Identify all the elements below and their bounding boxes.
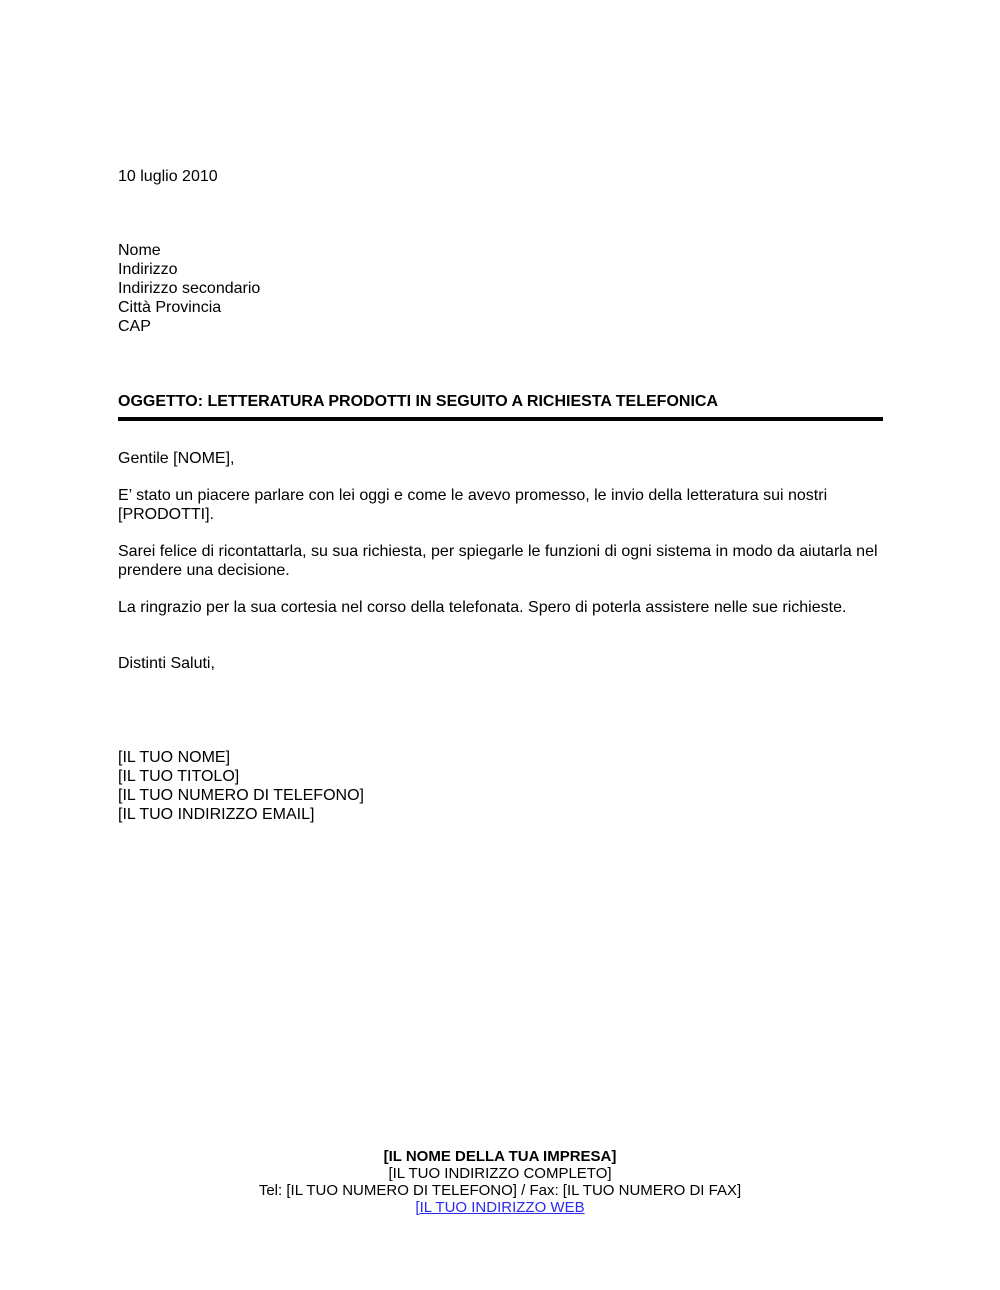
signature-title: [IL TUO TITOLO] — [118, 768, 240, 785]
letter-date — [118, 167, 883, 186]
greeting-text: Gentile [NOME], — [118, 450, 235, 467]
recipient-address-secondary: Indirizzo secondario — [118, 280, 261, 297]
footer-company-name: [IL NOME DELLA TUA IMPRESA] — [383, 1148, 617, 1165]
body-paragraph-3: La ringrazio per la sua cortesia nel corso della telefonata. Spero di poterla assistere nelle sue richieste. — [118, 599, 847, 616]
signature-email: [IL TUO INDIRIZZO EMAIL] — [118, 806, 315, 823]
recipient-address-block — [118, 241, 883, 336]
signature-phone: [IL TUO NUMERO DI TELEFONO] — [118, 787, 364, 804]
body-paragraph-1: E’ stato un piacere parlare con lei oggi e come le avevo promesso, le invio della letteratura sui nostri [PRODOTTI]. — [118, 487, 828, 523]
date-text: 10 luglio 2010 — [118, 168, 218, 185]
signature-block — [118, 748, 883, 824]
subject-text: OGGETTO: LETTERATURA PRODOTTI IN SEGUITO A RICHIESTA TELEFONICA — [118, 393, 718, 410]
letter-closing — [118, 654, 883, 673]
footer-contacts: Tel: [IL TUO NUMERO DI TELEFONO] / Fax: [IL TUO NUMERO DI FAX] — [258, 1182, 742, 1199]
footer-address: [IL TUO INDIRIZZO COMPLETO] — [388, 1165, 612, 1182]
letter-greeting — [118, 449, 883, 468]
closing-text: Distinti Saluti, — [118, 655, 215, 672]
recipient-zip: CAP — [118, 318, 151, 335]
footer-website-link[interactable]: [IL TUO INDIRIZZO WEB — [415, 1199, 585, 1216]
letterhead-footer — [0, 1148, 1000, 1216]
letter-subject — [118, 392, 883, 411]
recipient-address: Indirizzo — [118, 261, 178, 278]
body-paragraph-2: Sarei felice di ricontattarla, su sua richiesta, per spiegarle le funzioni di ogni sistema in modo da aiutarla nel prendere una decisione. — [118, 543, 878, 579]
recipient-name: Nome — [118, 242, 161, 259]
subject-divider — [118, 417, 883, 421]
recipient-city-province: Città Provincia — [118, 299, 222, 316]
signature-name: [IL TUO NOME] — [118, 749, 231, 766]
